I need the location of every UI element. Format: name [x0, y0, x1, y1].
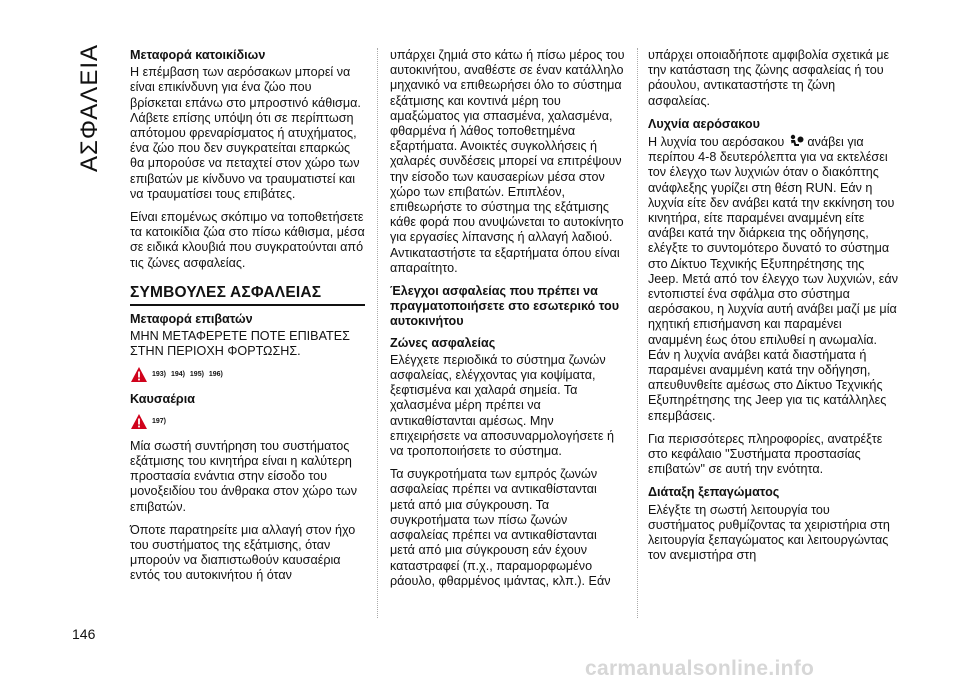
heading-seat-belts: Ζώνες ασφαλείας	[390, 335, 496, 350]
column-3	[648, 48, 898, 572]
paragraph: ΜΗΝ ΜΕΤΑΦΕΡΕΤΕ ΠΟΤΕ ΕΠΙΒΑΤΕΣ ΣΤΗΝ ΠΕΡΙΟΧΗ ΦΟΡΤΩΣΗΣ.	[130, 329, 350, 359]
airbag-warning-icon	[788, 134, 804, 148]
page-number: 146	[72, 626, 96, 642]
footnote-refs: 193) 194) 195) 196)	[152, 371, 223, 379]
heading-airbag-light: Λυχνία αερόσακου	[648, 116, 760, 131]
paragraph: Όποτε παρατηρείτε μια αλλαγή στον ήχο του συστήματος της εξάτμισης, όταν μπορούν να διαπιστωθούν καυσαέρια εντός του αυτοκινήτου ή όταν	[130, 522, 356, 583]
column-2	[390, 48, 625, 597]
heading-interior-safety-checks: Έλεγχοι ασφαλείας που πρέπει να πραγματοποιήσετε στο εσωτερικό του αυτοκινήτου	[390, 284, 620, 329]
watermark: carmanualsonline.info	[585, 657, 815, 680]
section-title-safety-tips: ΣΥΜΒΟΥΛΕΣ ΑΣΦΑΛΕΙΑΣ	[130, 285, 365, 306]
paragraph: Ελέγχετε περιοδικά το σύστημα ζωνών ασφαλείας, ελέγχοντας για κοψίματα, ξεφτισμένα και χαλαρά σημεία. Τα χαλασμένα μέρη πρέπει να αντικαθίστανται αμέσως. Μην επιχειρήσετε να αποσυναρμολογήσετε ή να τροποποιήσετε το σύστημα.	[390, 352, 614, 459]
paragraph: υπάρχει οποιαδήποτε αμφιβολία σχετικά με την κατάσταση της ζώνης ασφαλείας ή του ράουλου, αντικαταστήστε τη ζώνη ασφαλείας.	[648, 48, 890, 108]
heading-defrost: Διάταξη ξεπαγώματος	[648, 485, 780, 500]
footnote-refs: 197)	[152, 418, 167, 426]
paragraph: Για περισσότερες πληροφορίες, ανατρέξτε στο κεφάλαιο "Συστήματα προστασίας επιβατών" σε αυτή την ενότητα.	[648, 431, 883, 477]
paragraph: Η επέμβαση των αερόσακων μπορεί να είναι επικίνδυνη για ένα ζώο που βρίσκεται επάνω στο μπροστινό κάθισμα. Λάβετε επίσης υπόψη ότι σε περίπτωση απότομου φρεναρίσματος ή ατυχήματος, ένα ζώο που δεν συγκρατείται επαρκώς θα μπορούσε να πεταχτεί στον χώρο των επιβατών με κίνδυνο να τραυματιστεί και να τραυματίσει τους επιβάτες.	[130, 65, 361, 201]
paragraph-airbag-light: Η λυχνία του αερόσακου ανάβει για περίπου 4-8 δευτερόλεπτα για να εκτελέσει τον έλεγχο των λυχνιών όταν ο διακόπτης ανάφλεξης γυρίζει στη θέση RUN. Εάν η λυχνία είτε δεν ανάβει κατά την εκκίνηση του κινητήρα, είτε παραμένει αναμμένη είτε ανάβει κατά την διάρκεια της οδήγησης, ελέγξτε το συντομότερο δυνατό το σύστημα στο Δίκτυο Τεχνικής Εξυπηρέτησης της Jeep. Μετά από τον έλεγχο των λυχνιών, εάν εντοπιστεί ένα σφάλμα στο σύστημα αερόσακου, η λυχνία αυτή ανάβει μαζί με μία ηχητική επισήμανση και παραμένει αναμμένη έως ότου επιλυθεί η ανωμαλία. Εάν η λυχνία ανάβει κατά διαστήματα ή παραμένει αναμμένη κατά την οδήγηση, απευθυνθείτε αμέσως στο Δίκτυο Τεχνικής Εξυπηρέτησης της Jeep για τις κατάλληλες επεμβάσεις.	[648, 135, 898, 423]
heading-exhaust-gases: Καυσαέρια	[130, 391, 195, 406]
column-divider	[377, 48, 379, 618]
paragraph: Είναι επομένως σκόπιμο να τοποθετήσετε τα κατοικίδια ζώα στο πίσω κάθισμα, μέσα σε ειδικά κλουβιά που συγκρατούνται από τις ζώνες ασφαλείας.	[130, 210, 365, 270]
warning-references	[130, 413, 365, 431]
warning-triangle-icon	[130, 413, 148, 430]
paragraph: υπάρχει ζημιά στο κάτω ή πίσω μέρος του αυτοκινήτου, αναθέστε σε έναν κατάλληλο μηχανικό να επιθεωρήσει όλο το σύστημα εξάτμισης και κοντινά μέρη του αμαξώματος για σπασμένα, χαλασμένα, φθαρμένα ή λάθος τοποθετημένα εξαρτήματα. Ανοικτές συγκολλήσεις ή χαλαρές συνδέσεις μπορεί να επιτρέψουν την είσοδο των καυσαερίων μέσα στον χώρο των επιβατών. Επιπλέον, επιθεωρήστε το σύστημα της εξάτμισης κάθε φορά που ανυψώνεται το αυτοκίνητο για εργασίες λίπανσης ή αλλαγή λαδιού. Αντικαταστήστε τα εξαρτήματα όπου είναι απαραίτητο.	[390, 48, 625, 275]
paragraph: Μία σωστή συντήρηση του συστήματος εξάτμισης του κινητήρα είναι η καλύτερη προστασία ενάντια στην είσοδο του μονοξειδίου του άνθρακα στον χώρο των επιβατών.	[130, 438, 358, 514]
column-1	[130, 48, 365, 592]
warning-references	[130, 366, 365, 384]
chapter-side-label: ΑΣΦΑΛΕΙΑ	[76, 43, 103, 172]
warning-triangle-icon	[130, 366, 148, 383]
heading-pet-transport: Μεταφορά κατοικίδιων	[130, 48, 266, 62]
paragraph: Τα συγκροτήματα των εμπρός ζωνών ασφαλείας πρέπει να αντικαθίστανται μετά από μια σύγκρουση. Τα συγκροτήματα των πίσω ζωνών ασφαλείας πρέπει να αντικαθίστανται μετά από μια σύγκρουση εάν έχουν καταστραφεί (π.χ., παραμορφωμένο ράουλο, φθαρμένος ιμάντας, κλπ.). Εάν	[390, 467, 611, 588]
paragraph: Ελέγξτε τη σωστή λειτουργία του συστήματος ρυθμίζοντας τα χειριστήρια στη λειτουργία ξεπαγώματος και λειτουργώντας τον ανεμιστήρα στη	[648, 502, 890, 563]
heading-passenger-transport: Μεταφορά επιβατών	[130, 312, 253, 327]
column-divider	[637, 48, 639, 618]
